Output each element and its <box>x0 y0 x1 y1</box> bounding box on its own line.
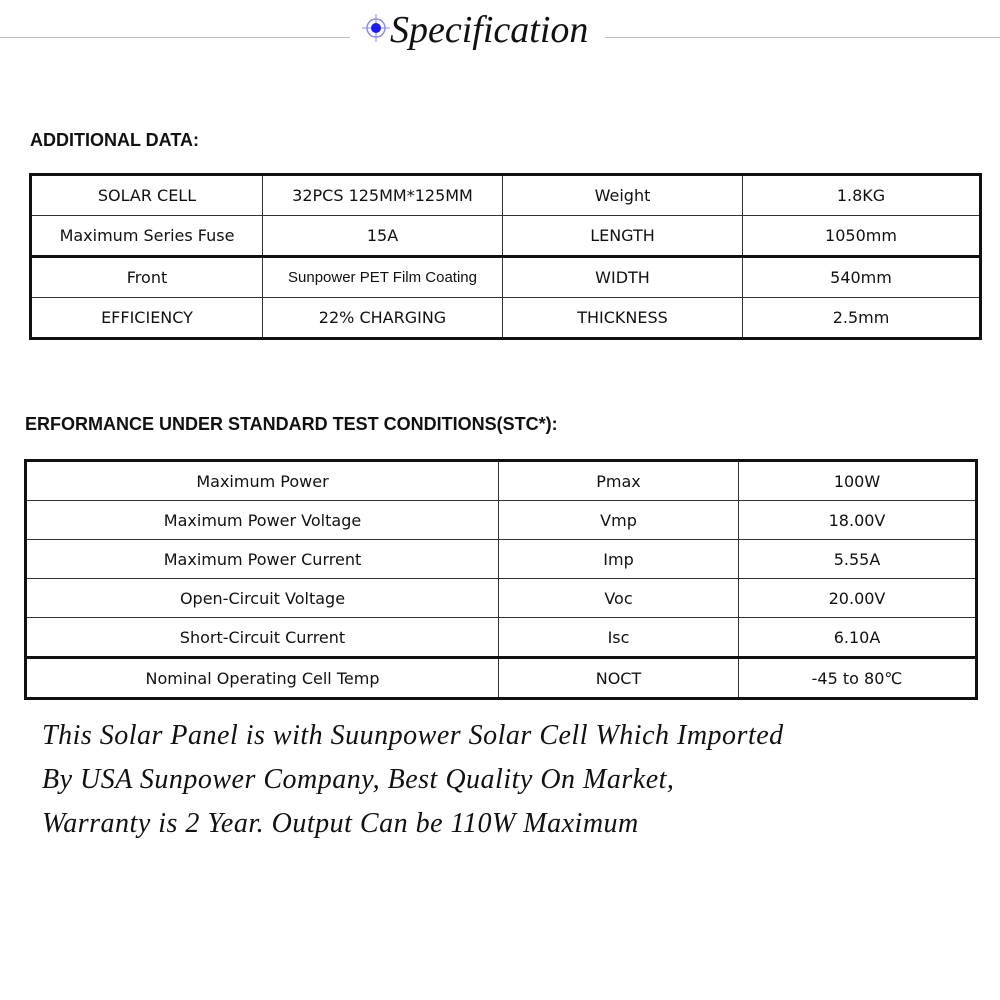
note-line-1: This Solar Panel is with Suunpower Solar Cell Which Imported <box>42 720 784 751</box>
table-cell: 100W <box>739 461 977 501</box>
table-cell: Nominal Operating Cell Temp <box>26 658 499 699</box>
table-cell: Short-Circuit Current <box>26 618 499 658</box>
table-cell: Maximum Power Voltage <box>26 501 499 540</box>
table-cell: Front <box>31 257 263 298</box>
table-cell: THICKNESS <box>503 298 743 339</box>
table-row <box>26 501 977 540</box>
table-cell: 15A <box>263 216 503 257</box>
page-title: Specification <box>390 9 589 51</box>
table-cell: WIDTH <box>503 257 743 298</box>
table-row <box>26 540 977 579</box>
table-cell: Sunpower PET Film Coating <box>263 257 503 298</box>
additional-data-heading: ADDITIONAL DATA: <box>30 130 199 150</box>
note-line-2: By USA Sunpower Company, Best Quality On Market, <box>42 764 675 795</box>
table-cell: 2.5mm <box>743 298 981 339</box>
table-cell: 32PCS 125MM*125MM <box>263 175 503 216</box>
table-cell: 18.00V <box>739 501 977 540</box>
table-cell: Pmax <box>499 461 739 501</box>
additional-data-table <box>29 173 982 340</box>
table-cell: 6.10A <box>739 618 977 658</box>
performance-heading: ERFORMANCE UNDER STANDARD TEST CONDITIONS(STC*): <box>25 414 558 434</box>
title-rule-right <box>605 37 1000 38</box>
table-row <box>26 618 977 658</box>
table-cell: 20.00V <box>739 579 977 618</box>
table-row <box>31 298 981 339</box>
table-cell: EFFICIENCY <box>31 298 263 339</box>
table-cell: NOCT <box>499 658 739 699</box>
table-row <box>26 658 977 699</box>
table-cell: 5.55A <box>739 540 977 579</box>
table-row <box>26 579 977 618</box>
table-cell: -45 to 80℃ <box>739 658 977 699</box>
table-cell: Maximum Power Current <box>26 540 499 579</box>
note-line-3: Warranty is 2 Year. Output Can be 110W Maximum <box>42 808 639 839</box>
table-cell: 1.8KG <box>743 175 981 216</box>
table-row <box>31 257 981 298</box>
table-cell: Maximum Power <box>26 461 499 501</box>
table-cell: Isc <box>499 618 739 658</box>
table-row <box>31 175 981 216</box>
table-row <box>31 216 981 257</box>
table-cell: Open-Circuit Voltage <box>26 579 499 618</box>
table-cell: 1050mm <box>743 216 981 257</box>
table-cell: 540mm <box>743 257 981 298</box>
table-cell: Vmp <box>499 501 739 540</box>
table-cell: Weight <box>503 175 743 216</box>
table-cell: Voc <box>499 579 739 618</box>
table-cell: LENGTH <box>503 216 743 257</box>
table-row <box>26 461 977 501</box>
performance-table <box>24 459 978 700</box>
crosshair-target-icon <box>362 14 390 42</box>
table-cell: Maximum Series Fuse <box>31 216 263 257</box>
table-cell: SOLAR CELL <box>31 175 263 216</box>
table-cell: Imp <box>499 540 739 579</box>
title-rule-left <box>0 37 350 38</box>
table-cell: 22% CHARGING <box>263 298 503 339</box>
